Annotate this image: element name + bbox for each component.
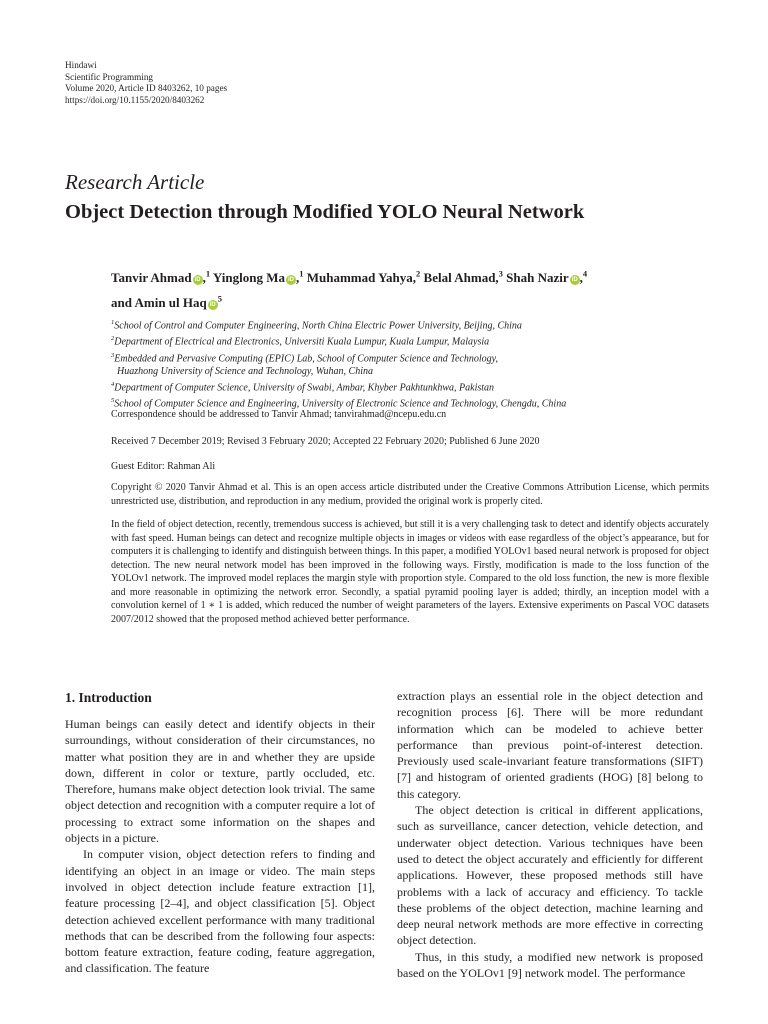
paragraph: The object detection is critical in different applications, such as surveillance, cancer detection, vehicle detection, and underwater object detection. Various techniques have been used to detect the object accurately and efficiently for different applications. However, these proposed methods still have problems with a lack of accuracy and efficiency. To tackle these problems of the object detection, machine learning and deep neural network methods are more effective in correcting object detection. (397, 803, 703, 948)
paragraph: extraction plays an essential role in the object detection and recognition process [6]. There will be more redundant information which can be modeled to achieve better performance than previous point-of-interest detection. Previously used scale-invariant feature transformations (SIFT) [7] and histogram of oriented gradients (HOG) [8] belong to this category. (397, 689, 703, 801)
affiliation: $^1$School of Control and Computer Engineering, North China Electric Power University, Beijing, China (111, 319, 522, 332)
affiliation: $^3$Embedded and Pervasive Computing (EPIC) Lab, School of Computer Science and Technology, (111, 351, 498, 364)
paragraph: In computer vision, object detection refers to finding and identifying an object in an image or video. The main steps involved in object detection include feature extraction [1], feature processing [2–4], and object classification [5]. Object detection achieved excellent performance with many traditional methods that can be described from the following four aspects: bottom feature extraction, feature coding, feature aggregation, and classification. The feature (65, 847, 375, 976)
journal-header (65, 60, 227, 106)
paragraph: Thus, in this study, a modified new network is proposed based on the YOLOv1 [9] network model. The performance (397, 949, 703, 981)
copyright-notice: Copyright © 2020 Tanvir Ahmad et al. This is an open access article distributed under the Creative Commons Attribution License, which permits unrestricted use, distribution, and reproduction in any medium, provided the original work is properly cited. (111, 482, 709, 507)
affiliation: $^4$Department of Computer Science, University of Swabi, Ambar, Khyber Pakhtunkhwa, Pakistan (111, 380, 495, 394)
author-line-1 (111, 264, 711, 288)
affiliation: $^2$Department of Electrical and Electronics, Universiti Kuala Lumpur, Kuala Lumpur, Malaysia (111, 335, 490, 348)
guest-editor: Guest Editor: Rahman Ali (111, 461, 216, 472)
journal-name: Scientific Programming (65, 71, 154, 82)
affiliation: $^5$School of Computer Science and Engineering, University of Electronic Science and Technology, Chengdu, China (111, 397, 567, 410)
section-heading: 1. Introduction (65, 690, 152, 705)
affiliation-continuation: Huazhong University of Science and Technology, Wuhan, China (117, 365, 373, 377)
author: Tanvir Ahmad iD ,$^1$ (111, 269, 211, 286)
orcid-icon[interactable]: iD (571, 277, 578, 284)
paragraph: Human beings can easily detect and identify objects in their surroundings, without consideration of their circumstances, no matter what position they are in and whether they are upside down, different in color or texture, partly occluded, etc. Therefore, humans make object detection look trivial. The same object detection and recognition with a computer require a lot of processing to extract some information on the shapes and objects in a picture. (65, 717, 375, 846)
author: Belal Ahmad,$^3$ (423, 269, 503, 286)
publisher-name: Hindawi (65, 60, 97, 70)
author: Yinglong Ma iD ,$^1$ (212, 269, 304, 286)
left-column (65, 716, 375, 977)
correspondence: Correspondence should be addressed to Tanvir Ahmad; tanvirahmad@ncepu.edu.cn (111, 409, 447, 420)
affiliations (111, 316, 711, 411)
author: Muhammad Yahya,$^2$ (306, 269, 421, 286)
doi-link[interactable]: https://doi.org/10.1155/2020/8403262 (65, 94, 205, 105)
volume-line: Volume 2020, Article ID 8403262, 10 pages (65, 83, 228, 93)
author: and Amin ul Haq $iD^5$ (111, 293, 222, 310)
orcid-icon[interactable]: iD (287, 277, 294, 284)
orcid-icon[interactable]: iD (194, 277, 201, 284)
author-list (111, 264, 711, 313)
author-line-2 (111, 288, 711, 312)
article-type: Research Article (65, 170, 205, 194)
paper-title: Object Detection through Modified YOLO Neural Network (65, 201, 585, 223)
orcid-icon[interactable]: iD (209, 301, 216, 308)
abstract: In the field of object detection, recently, tremendous success is achieved, but still it is a very challenging task to detect and identify objects accurately with fast speed. Human beings can detect and recognize multiple objects in images or videos with ease regardless of the object’s appearance, but for computers it is challenging to identify and distinguish between things. In this paper, a modified YOLOv1 based neural network is proposed for object detection. The new neural network model has been improved in the following ways. Firstly, modification is made to the loss function of the YOLOv1 network. The improved model replaces the margin style with proportion style. Compared to the old loss function, the new is more flexible and more reasonable in optimizing the network error. Secondly, a spatial pyramid pooling layer is added; thirdly, an inception model with a convolution kernel of 1 ∗ 1 is added, which reduced the number of weight parameters of the layers. Extensive experiments on Pascal VOC datasets 2007/2012 showed that the proposed method achieved better performance. (111, 519, 709, 625)
author: Shah Nazir iD ,$^4$ (506, 269, 588, 286)
publication-dates: Received 7 December 2019; Revised 3 February 2020; Accepted 22 February 2020; Published 6 June 2020 (111, 436, 540, 447)
right-column (397, 688, 703, 981)
